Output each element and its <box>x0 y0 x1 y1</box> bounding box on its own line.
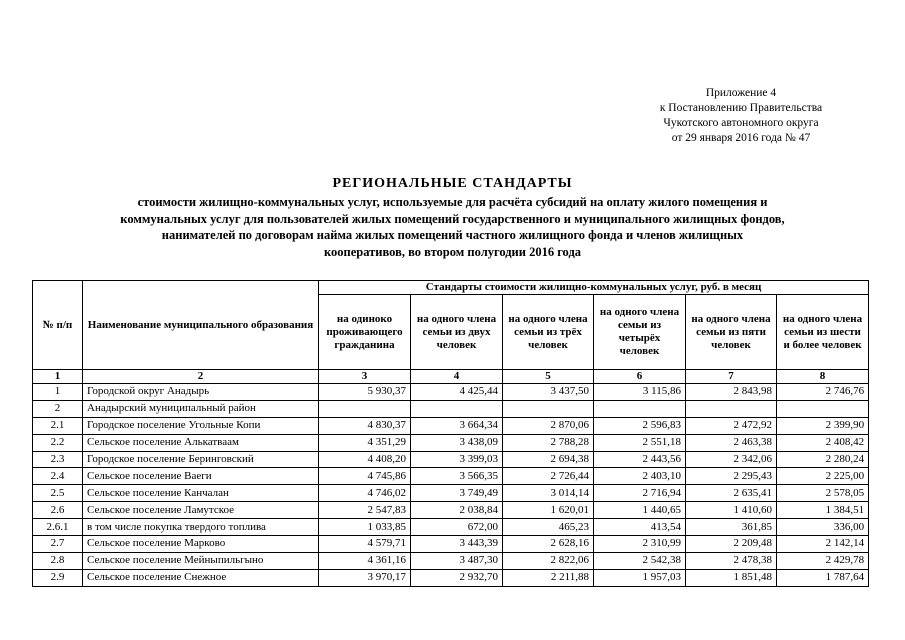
municipality-name: в том числе покупка твердого топлива <box>83 519 319 536</box>
row-number: 2.6 <box>33 502 83 519</box>
cost-value: 465,23 <box>503 519 594 536</box>
table-row <box>33 519 869 536</box>
cost-value: 2 295,43 <box>686 468 777 485</box>
row-number: 1 <box>33 384 83 401</box>
cost-value: 2 211,88 <box>503 569 594 586</box>
cost-value: 4 745,86 <box>319 468 411 485</box>
table-row <box>33 451 869 468</box>
cost-value: 1 787,64 <box>777 569 869 586</box>
document-title: РЕГИОНАЛЬНЫЕ СТАНДАРТЫ <box>332 176 573 191</box>
appendix-line: к Постановлению Правительства <box>659 102 823 114</box>
table-row <box>33 536 869 553</box>
cost-value: 3 399,03 <box>411 451 503 468</box>
column-number: 1 <box>33 370 83 384</box>
column-number: 5 <box>503 370 594 384</box>
municipality-name: Городское поселение Беринговский <box>83 451 319 468</box>
row-number: 2.6.1 <box>33 519 83 536</box>
cost-value: 672,00 <box>411 519 503 536</box>
cost-value: 2 596,83 <box>594 417 686 434</box>
cost-value: 3 664,34 <box>411 417 503 434</box>
table-row <box>33 468 869 485</box>
subtitle-line: коммунальных услуг для пользователей жилых помещений государственного и муниципального жилищных фондов, <box>120 211 785 226</box>
subtitle-line: стоимости жилищно-коммунальных услуг, используемые для расчёта субсидий на оплату жилого помещения и <box>137 195 768 209</box>
cost-value: 4 746,02 <box>319 485 411 502</box>
table-row <box>33 569 869 586</box>
cost-value: 2 822,06 <box>503 552 594 569</box>
cost-value: 2 342,06 <box>686 451 777 468</box>
cost-value: 2 547,83 <box>319 502 411 519</box>
appendix-line: от 29 января 2016 года № 47 <box>671 132 811 144</box>
header-sub: на одного члена семьи из двух человек <box>411 295 503 370</box>
cost-value: 2 694,38 <box>503 451 594 468</box>
subtitle-line: нанимателей по договорам найма жилых помещений частного жилищного фонда и членов жилищных <box>161 228 744 242</box>
row-number: 2.3 <box>33 451 83 468</box>
municipality-name: Сельское поселение Канчалан <box>83 485 319 502</box>
cost-value: 2 142,14 <box>777 536 869 553</box>
municipality-name: Городской округ Анадырь <box>83 384 319 401</box>
cost-value: 361,85 <box>686 519 777 536</box>
cost-value: 2 403,10 <box>594 468 686 485</box>
cost-value: 2 038,84 <box>411 502 503 519</box>
cost-value: 3 014,14 <box>503 485 594 502</box>
cost-value: 4 408,20 <box>319 451 411 468</box>
appendix-line: Приложение 4 <box>705 87 777 99</box>
cost-value: 2 478,38 <box>686 552 777 569</box>
cost-value: 3 749,49 <box>411 485 503 502</box>
cost-value: 2 726,44 <box>503 468 594 485</box>
municipality-name: Сельское поселение Марково <box>83 536 319 553</box>
cost-value: 3 438,09 <box>411 434 503 451</box>
table-row <box>33 552 869 569</box>
row-number: 2.8 <box>33 552 83 569</box>
cost-value: 2 551,18 <box>594 434 686 451</box>
cost-value: 4 351,29 <box>319 434 411 451</box>
cost-value <box>777 400 869 417</box>
cost-value: 2 628,16 <box>503 536 594 553</box>
column-number: 7 <box>686 370 777 384</box>
cost-value: 1 410,60 <box>686 502 777 519</box>
cost-value: 3 115,86 <box>594 384 686 401</box>
municipality-name: Сельское поселение Снежное <box>83 569 319 586</box>
cost-value: 3 443,39 <box>411 536 503 553</box>
cost-value: 4 425,44 <box>411 384 503 401</box>
municipality-name: Анадырский муниципальный район <box>83 400 319 417</box>
cost-value: 3 487,30 <box>411 552 503 569</box>
municipality-name: Сельское поселение Мейныпильгыно <box>83 552 319 569</box>
cost-value: 2 399,90 <box>777 417 869 434</box>
cost-value <box>319 400 411 417</box>
row-number: 2.7 <box>33 536 83 553</box>
row-number: 2.5 <box>33 485 83 502</box>
table-row <box>33 400 869 417</box>
cost-value: 1 033,85 <box>319 519 411 536</box>
cost-value <box>411 400 503 417</box>
municipality-name: Городское поселение Угольные Копи <box>83 417 319 434</box>
cost-value: 3 970,17 <box>319 569 411 586</box>
cost-value: 2 463,38 <box>686 434 777 451</box>
header-sub: на одиноко проживающего гражданина <box>319 295 411 370</box>
cost-value: 2 310,99 <box>594 536 686 553</box>
cost-value: 2 788,28 <box>503 434 594 451</box>
header-name: Наименование муниципального образования <box>83 281 319 370</box>
standards-table <box>32 280 869 587</box>
cost-value: 2 870,06 <box>503 417 594 434</box>
cost-value: 2 843,98 <box>686 384 777 401</box>
header-sub: на одного члена семьи из шести и более человек <box>777 295 869 370</box>
table-row <box>33 502 869 519</box>
appendix-line: Чукотского автономного округа <box>663 117 819 129</box>
cost-value: 4 579,71 <box>319 536 411 553</box>
cost-value <box>503 400 594 417</box>
header-no: № п/п <box>33 281 83 370</box>
cost-value: 2 280,24 <box>777 451 869 468</box>
cost-value: 1 851,48 <box>686 569 777 586</box>
column-number: 4 <box>411 370 503 384</box>
cost-value: 2 542,38 <box>594 552 686 569</box>
cost-value: 2 408,42 <box>777 434 869 451</box>
cost-value <box>686 400 777 417</box>
column-number: 2 <box>83 370 319 384</box>
cost-value: 2 472,92 <box>686 417 777 434</box>
table-body <box>33 384 869 587</box>
cost-value: 3 437,50 <box>503 384 594 401</box>
cost-value: 1 620,01 <box>503 502 594 519</box>
cost-value: 2 225,00 <box>777 468 869 485</box>
row-number: 2 <box>33 400 83 417</box>
row-number: 2.1 <box>33 417 83 434</box>
row-number: 2.9 <box>33 569 83 586</box>
table-row <box>33 384 869 401</box>
municipality-name: Сельское поселение Ваеги <box>83 468 319 485</box>
header-sub: на одного члена семьи из четырёх человек <box>594 295 686 370</box>
cost-value: 336,00 <box>777 519 869 536</box>
cost-value: 2 635,41 <box>686 485 777 502</box>
table-row <box>33 434 869 451</box>
table-row <box>33 485 869 502</box>
row-number: 2.2 <box>33 434 83 451</box>
cost-value: 2 429,78 <box>777 552 869 569</box>
header-group: Стандарты стоимости жилищно-коммунальных услуг, руб. в месяц <box>319 281 869 295</box>
header-sub: на одного члена семьи из пяти человек <box>686 295 777 370</box>
column-number: 6 <box>594 370 686 384</box>
cost-value: 2 578,05 <box>777 485 869 502</box>
municipality-name: Сельское поселение Ламутское <box>83 502 319 519</box>
cost-value: 4 830,37 <box>319 417 411 434</box>
cost-value: 1 384,51 <box>777 502 869 519</box>
appendix-note <box>600 86 882 146</box>
table-row <box>33 417 869 434</box>
cost-value: 2 209,48 <box>686 536 777 553</box>
cost-value: 5 930,37 <box>319 384 411 401</box>
municipality-name: Сельское поселение Алькатваам <box>83 434 319 451</box>
cost-value: 3 566,35 <box>411 468 503 485</box>
row-number: 2.4 <box>33 468 83 485</box>
cost-value: 4 361,16 <box>319 552 411 569</box>
cost-value <box>594 400 686 417</box>
cost-value: 413,54 <box>594 519 686 536</box>
cost-value: 2 746,76 <box>777 384 869 401</box>
cost-value: 2 716,94 <box>594 485 686 502</box>
cost-value: 1 440,65 <box>594 502 686 519</box>
header-sub: на одного члена семьи из трёх человек <box>503 295 594 370</box>
cost-value: 1 957,03 <box>594 569 686 586</box>
column-number: 3 <box>319 370 411 384</box>
column-number: 8 <box>777 370 869 384</box>
cost-value: 2 443,56 <box>594 451 686 468</box>
document-subtitle <box>40 194 865 260</box>
cost-value: 2 932,70 <box>411 569 503 586</box>
subtitle-line: кооперативов, во втором полугодии 2016 года <box>323 244 582 259</box>
